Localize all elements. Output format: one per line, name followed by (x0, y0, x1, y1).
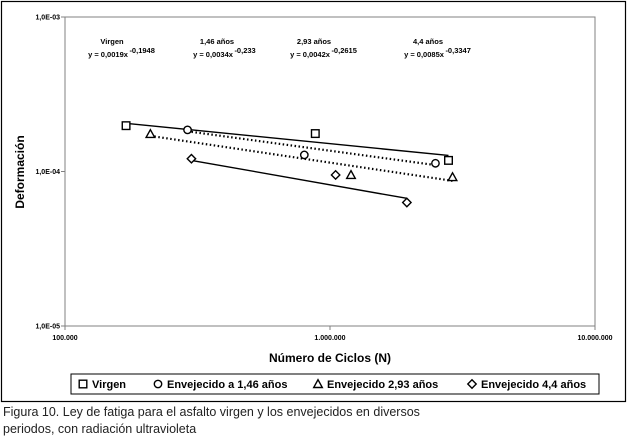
legend-label: Envejecido 4,4 años (481, 379, 587, 391)
annotation-equation: y = 0,0085x (404, 50, 444, 59)
x-tick-label: 1.000.000 (314, 335, 346, 342)
legend-item (314, 379, 439, 391)
data-point-circle (184, 126, 191, 133)
y-axis-title: Deformación (13, 135, 27, 209)
y-tick-label: 1,0E-04 (35, 169, 60, 176)
data-point-circle (301, 151, 308, 158)
annotation-equation: y = 0,0034x (193, 50, 233, 59)
annotation-exponent: -0,233 (234, 46, 256, 55)
x-tick-label: 100.000 (52, 335, 78, 342)
caption-line-2: periodos, con radiación ultravioleta (3, 422, 197, 436)
plot-area (65, 17, 595, 326)
annotation-exponent: -0,1948 (129, 46, 155, 55)
data-point-square (122, 122, 130, 130)
legend-label: Envejecido a 1,46 años (167, 379, 288, 391)
annotation-equation: y = 0,0019x (88, 50, 128, 59)
annotation-title: 1,46 años (199, 37, 235, 46)
legend-label: Virgen (92, 379, 127, 391)
data-point-circle (432, 160, 439, 167)
annotation-equation: y = 0,0042x (290, 50, 330, 59)
annotation-exponent: -0,2615 (331, 46, 357, 55)
legend-marker-circle (154, 380, 161, 387)
x-axis-title: Número de Ciclos (N) (268, 351, 392, 365)
y-tick-label: 1,0E-05 (35, 323, 60, 331)
x-tick-label: 10.000.000 (577, 335, 613, 342)
caption-line-1: Figura 10. Ley de fatiga para el asfalto virgen y los envejecidos en diversos (3, 405, 420, 419)
data-point-square (445, 157, 453, 165)
annotation-title: 4,4 años (412, 37, 444, 46)
annotation-title: 2,93 años (296, 37, 332, 46)
figure-caption (3, 404, 623, 438)
legend-marker-square (79, 380, 87, 388)
y-tick-label: 1,0E-03 (35, 14, 60, 22)
legend-item (468, 379, 586, 391)
data-point-square (311, 130, 319, 138)
annotation-title: Virgen (100, 37, 124, 46)
legend-item (154, 379, 287, 391)
legend-label: Envejecido 2,93 años (327, 379, 439, 391)
annotation-exponent: -0,3347 (445, 46, 471, 55)
